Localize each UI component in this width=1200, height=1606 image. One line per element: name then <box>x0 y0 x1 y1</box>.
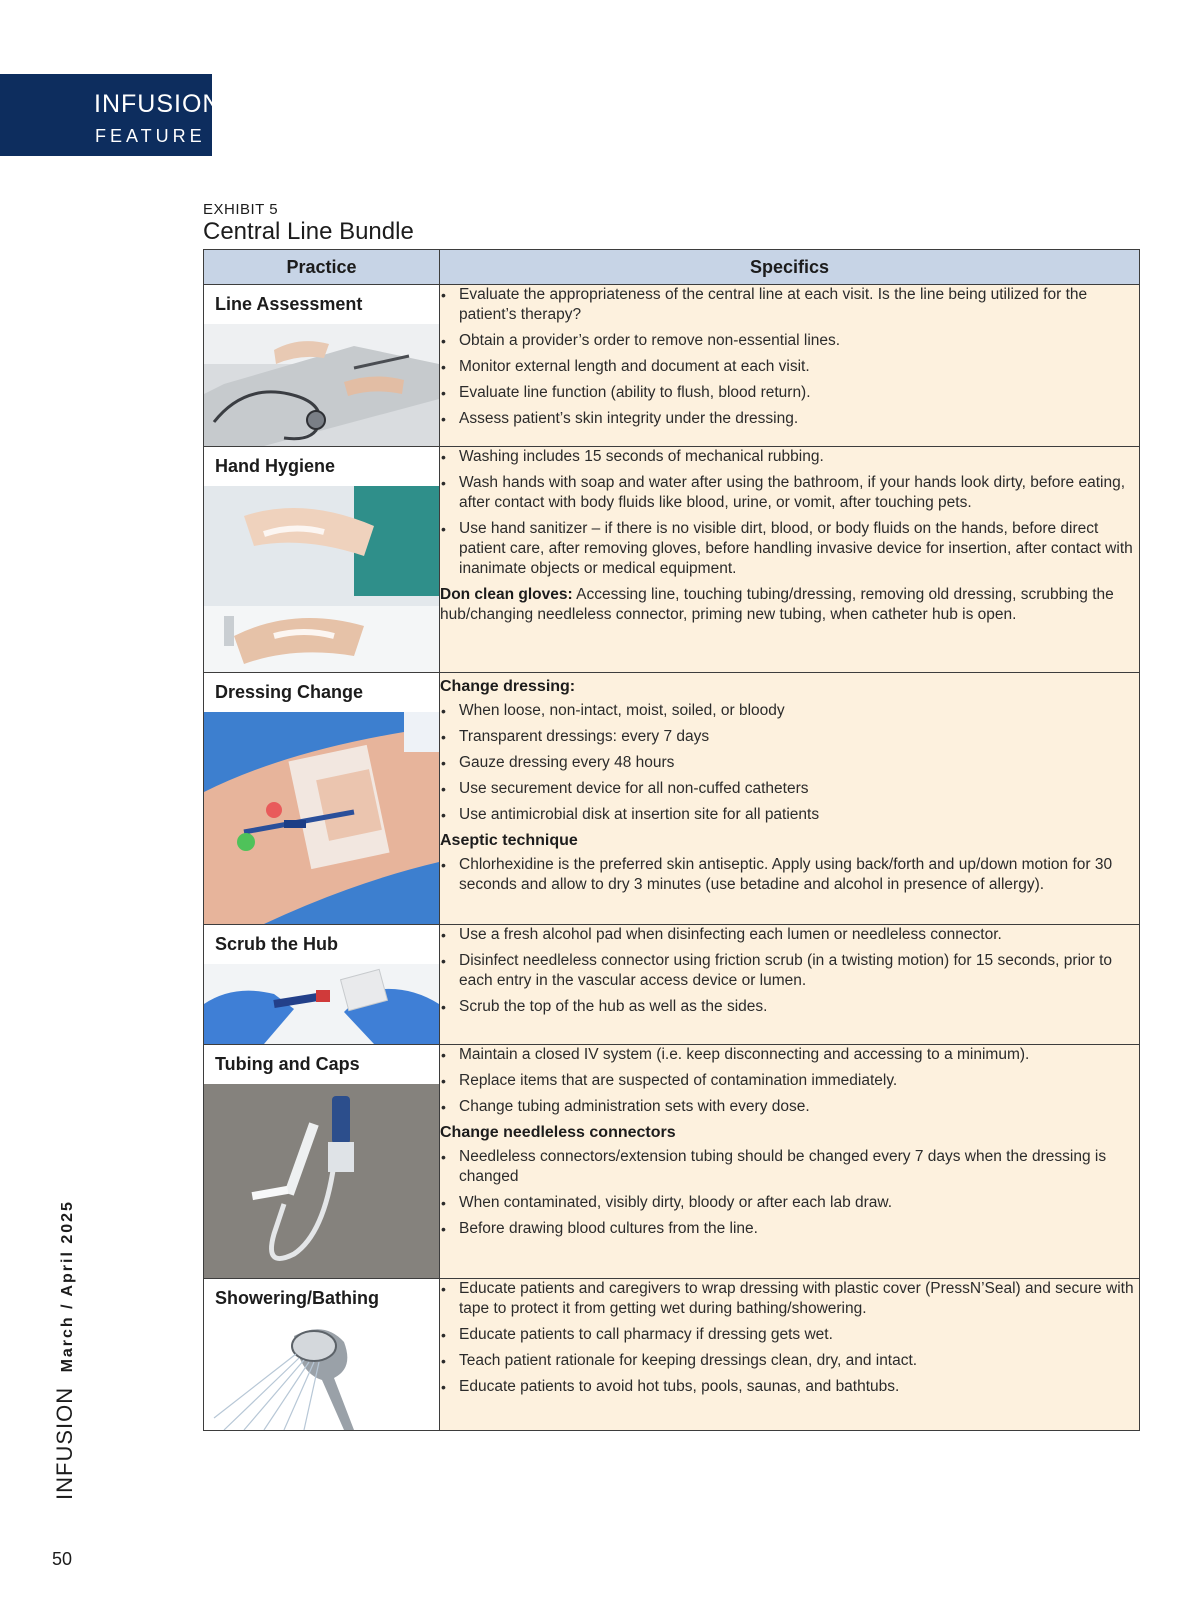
practice-name: Showering/Bathing <box>215 1288 379 1308</box>
dressing-change-photo <box>204 712 439 924</box>
line-assessment-photo <box>204 324 439 446</box>
specifics-cell <box>440 925 1140 1045</box>
list-item: • Educate patients to avoid hot tubs, pools, saunas, and bathtubs. <box>440 1377 1139 1397</box>
practice-cell <box>204 1279 440 1431</box>
list-item: • Educate patients to call pharmacy if dressing gets wet. <box>440 1325 1139 1345</box>
shower-head-photo <box>204 1318 439 1430</box>
list-item: • When loose, non-intact, moist, soiled, or bloody <box>440 701 1139 721</box>
list-item: • Use securement device for all non-cuffed catheters <box>440 779 1139 799</box>
list-item: • Educate patients and caregivers to wrap dressing with plastic cover (PressN’Seal) and secure with tape to protect it from getting wet during bathing/showering. <box>440 1279 1139 1319</box>
practice-cell <box>204 285 440 447</box>
central-line-bundle-table <box>203 249 1140 1431</box>
list-item: • Replace items that are suspected of contamination immediately. <box>440 1071 1139 1091</box>
practice-name: Hand Hygiene <box>215 456 336 476</box>
column-header-specifics: Specifics <box>440 250 1140 285</box>
vertical-issue-label <box>52 1180 80 1500</box>
list-item: • Gauze dressing every 48 hours <box>440 753 1139 773</box>
table-row <box>204 447 1140 673</box>
list-item: • Change tubing administration sets with every dose. <box>440 1097 1139 1117</box>
list-item: • Washing includes 15 seconds of mechanical rubbing. <box>440 447 1139 467</box>
exhibit-label: EXHIBIT 5 <box>203 201 279 218</box>
list-item: • Chlorhexidine is the preferred skin antiseptic. Apply using back/forth and up/down motion for 30 seconds and allow to dry 3 minutes (use betadine and alcohol in presence of allergy). <box>440 855 1139 895</box>
list-item: • Use hand sanitizer – if there is no visible dirt, blood, or body fluids on the hands, before direct patient care, after removing gloves, before handling invasive device for insertion, after contact with inanimate objects or medical equipment. <box>440 519 1139 579</box>
specifics-cell <box>440 1045 1140 1279</box>
table-row <box>204 673 1140 925</box>
glove-note-text: Accessing line, touching tubing/dressing, removing old dressing, scrubbing the hub/changing needleless connector, priming new tubing, when catheter hub is open. <box>440 586 1114 623</box>
table-row <box>204 285 1140 447</box>
list-item: • Evaluate line function (ability to flush, blood return). <box>440 383 1139 403</box>
list-item: • Disinfect needleless connector using friction scrub (in a twisting motion) for 15 seconds, prior to each entry in the vascular access device or lumen. <box>440 951 1139 991</box>
column-header-practice: Practice <box>204 250 440 285</box>
list-item: • Monitor external length and document at each visit. <box>440 357 1139 377</box>
specifics-cell <box>440 447 1140 673</box>
practice-cell <box>204 447 440 673</box>
specifics-cell <box>440 285 1140 447</box>
table-row <box>204 1045 1140 1279</box>
list-item: • Wash hands with soap and water after using the bathroom, if your hands look dirty, before eating, after contact with body fluids like blood, urine, or vomit, after touching pets. <box>440 473 1139 513</box>
practice-name: Line Assessment <box>215 294 363 314</box>
list-item: • Transparent dressings: every 7 days <box>440 727 1139 747</box>
list-item: • Evaluate the appropriateness of the central line at each visit. Is the line being utilized for the patient’s therapy? <box>440 285 1139 325</box>
practice-name: Dressing Change <box>215 682 364 702</box>
list-item: • Assess patient’s skin integrity under the dressing. <box>440 409 1139 429</box>
section-label: FEATURE <box>95 126 206 146</box>
list-item: • Before drawing blood cultures from the line. <box>440 1219 1139 1239</box>
issue-date: March / April 2025 <box>59 1200 76 1373</box>
specifics-cell <box>440 673 1140 925</box>
practice-cell <box>204 1045 440 1279</box>
hand-washing-photo <box>204 486 439 672</box>
list-item: • Scrub the top of the hub as well as the sides. <box>440 997 1139 1017</box>
specifics-cell <box>440 1279 1140 1431</box>
table-row <box>204 1279 1140 1431</box>
page-number: 50 <box>52 1549 73 1569</box>
side-brand-logo: INFUSION <box>52 1386 77 1500</box>
table-row <box>204 925 1140 1045</box>
list-item: • When contaminated, visibly dirty, bloody or after each lab draw. <box>440 1193 1139 1213</box>
glove-note <box>440 585 1139 625</box>
subheading-change-needleless-connectors: Change needleless connectors <box>440 1124 676 1141</box>
list-item: • Obtain a provider’s order to remove non-essential lines. <box>440 331 1139 351</box>
practice-name: Scrub the Hub <box>215 934 339 954</box>
practice-cell <box>204 925 440 1045</box>
exhibit-title: Central Line Bundle <box>203 218 414 245</box>
section-banner <box>0 74 222 156</box>
list-item: • Use antimicrobial disk at insertion site for all patients <box>440 805 1139 825</box>
list-item: • Use a fresh alcohol pad when disinfecting each lumen or needleless connector. <box>440 925 1139 945</box>
tubing-and-caps-photo <box>204 1084 439 1278</box>
practice-cell <box>204 673 440 925</box>
list-item: • Maintain a closed IV system (i.e. keep disconnecting and accessing to a minimum). <box>440 1045 1139 1065</box>
list-item: • Teach patient rationale for keeping dressings clean, dry, and intact. <box>440 1351 1139 1371</box>
subheading-change-dressing: Change dressing: <box>440 678 576 695</box>
practice-name: Tubing and Caps <box>215 1054 360 1074</box>
glove-note-lead: Don clean gloves: <box>440 586 573 603</box>
list-item: • Needleless connectors/extension tubing should be changed every 7 days when the dressing is changed <box>440 1147 1139 1187</box>
scrub-the-hub-photo <box>204 964 439 1044</box>
subheading-aseptic-technique: Aseptic technique <box>440 832 578 849</box>
brand-logo: INFUSION <box>94 90 222 118</box>
